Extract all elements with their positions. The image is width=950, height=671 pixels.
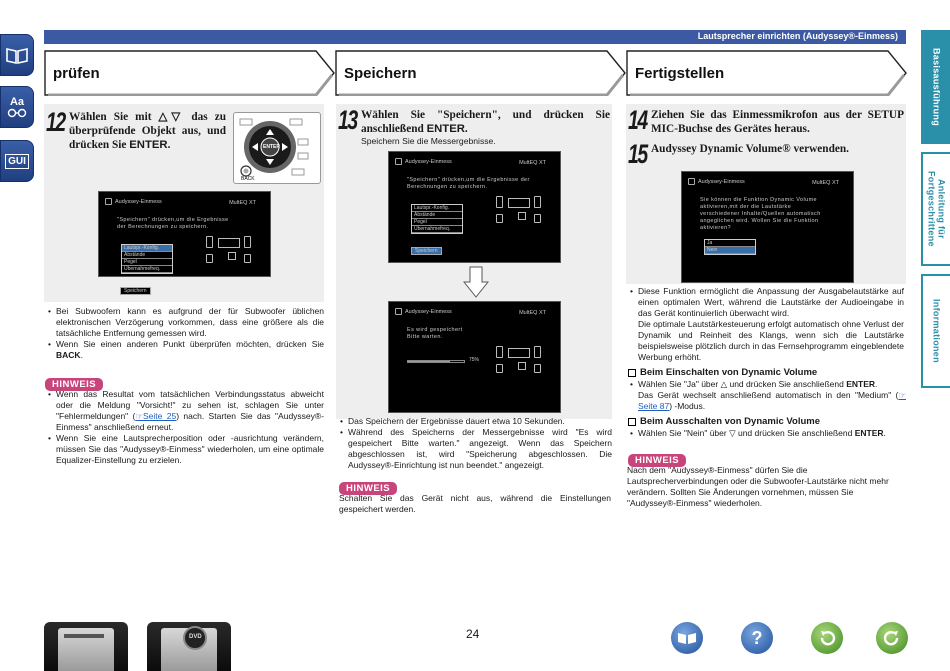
screen-speichern bbox=[98, 191, 271, 277]
note-bullets bbox=[48, 306, 324, 361]
screen-menu bbox=[411, 204, 463, 234]
audyssey-logo-icon bbox=[688, 178, 695, 185]
step-number: 12 bbox=[46, 107, 65, 137]
manual-icon[interactable] bbox=[671, 622, 703, 654]
tab-informationen[interactable] bbox=[921, 274, 950, 388]
progress-fill bbox=[408, 361, 450, 362]
help-icon[interactable]: ? bbox=[741, 622, 773, 654]
hinweis-bullets bbox=[48, 389, 324, 466]
tab-fortgeschrittene-label: Anleitung für Fortgeschrittene bbox=[926, 171, 947, 247]
menu-item: Abstände bbox=[122, 252, 172, 259]
bullet: • Wählen Sie "Ja" über △ und drücken Sie anschließend ENTER. bbox=[630, 379, 906, 390]
hinweis-text: Schalten Sie das Gerät nicht aus, während die Einstellungen gespeichert werden. bbox=[339, 493, 611, 514]
subsection-einschalten bbox=[628, 367, 906, 412]
menu-item: Übernahmefreq. bbox=[412, 226, 462, 233]
screen-title: Audyssey-Einmess bbox=[405, 309, 452, 315]
gui-label: GUI bbox=[5, 154, 29, 169]
screen-save-button: Speichern bbox=[411, 247, 442, 255]
step-text: Ziehen Sie das Einmessmikrofon aus der SETUP MIC-Buchse des Gerätes heraus. bbox=[651, 109, 904, 135]
screen-message: "Speichern" drücken,um die Ergebnisse der Berechnungen zu speichern. bbox=[117, 217, 229, 230]
remote-control-image bbox=[233, 112, 321, 184]
bullet: • Diese Funktion ermöglicht die Anpassung der Ausgabelautstärke auf einen optimalen Wert, während die Lautstärke der Audioeingabe in das Gerät kontinuierlich überwacht wird. bbox=[630, 286, 904, 319]
step-subtext: Speichern Sie die Messergebnisse. bbox=[361, 136, 496, 146]
back-icon[interactable] bbox=[811, 622, 843, 654]
note-bullets bbox=[340, 416, 612, 471]
page-number: 24 bbox=[466, 627, 480, 641]
audyssey-logo-icon bbox=[105, 198, 112, 205]
screen-brand: MultEQ XT bbox=[519, 310, 546, 316]
screen-speichern-1 bbox=[388, 151, 561, 263]
bullet: • Während des Speicherns der Messergebnisse wird "Es wird gespeichert Bitte warten." angezeigt. Wenn das Speichern abgeschlossen ist, wird "Speicherung abgeschlossen. Die Audyssey®-Einrichtung ist nun beendet." angezeigt. bbox=[340, 427, 612, 471]
bullet: • Wenn das Resultat vom tatsächlichen Verbindungsstatus abweicht oder die Meldung "Vorsicht!" zu sehen ist, schlagen Sie unter "Fehlermeldungen" (☞Seite 25) nach. Starten Sie das "Audyssey®-Einmess" anschließend erneut. bbox=[48, 389, 324, 433]
tab-basisausfuehrung[interactable] bbox=[921, 30, 950, 144]
screen-brand: MultEQ XT bbox=[229, 200, 256, 206]
down-arrow-icon bbox=[463, 266, 489, 298]
option-nein: Nein bbox=[705, 247, 755, 254]
tab-fortgeschrittene[interactable] bbox=[921, 152, 950, 266]
step-text: Audyssey Dynamic Volume® verwenden. bbox=[651, 143, 849, 155]
menu-item: Pegel bbox=[412, 219, 462, 226]
checkbox-icon bbox=[628, 369, 636, 377]
book-icon[interactable] bbox=[0, 34, 34, 76]
section-arrow-fertigstellen bbox=[626, 50, 908, 96]
bullet-continuation: Die optimale Lautstärkesteuerung erfolgt automatisch ohne Verlust der Dynamik und Reinheit des Klangs, wenn sich die Lautstärke beispielsweise plötzlich durch in das Fernsehprogramm eingeblendete Werbung erhöht. bbox=[638, 319, 904, 362]
screen-menu bbox=[121, 244, 173, 274]
section-arrow-pruefen bbox=[44, 50, 336, 96]
step-number: 15 bbox=[628, 139, 647, 169]
step-number: 13 bbox=[338, 105, 357, 135]
screen-dynamic-volume bbox=[681, 171, 854, 283]
bullet: • Bei Subwoofern kann es aufgrund der für Subwoofer üblichen elektronischen Verzögerung vorkommen, dass eine größere als die tatsächliche Entfernung gemessen wird. bbox=[48, 306, 324, 339]
screen-title: Audyssey-Einmess bbox=[698, 179, 745, 185]
progress-bar bbox=[407, 360, 465, 363]
dvd-label: DVD bbox=[189, 634, 202, 640]
av-receiver-image[interactable] bbox=[44, 622, 128, 671]
menu-item: Pegel bbox=[122, 259, 172, 266]
font-size-icon[interactable] bbox=[0, 86, 34, 128]
section-label: Fertigstellen bbox=[635, 65, 725, 82]
checkbox-icon bbox=[628, 418, 636, 426]
page-link[interactable]: ☞Seite 87 bbox=[638, 390, 906, 411]
remote-back-label: BACK bbox=[241, 176, 255, 182]
step-14 bbox=[628, 105, 904, 136]
audyssey-logo-icon bbox=[395, 158, 402, 165]
section-label: Speichern bbox=[344, 65, 417, 82]
remote-enter-label: ENTER bbox=[263, 144, 280, 150]
bullet: • Wenn Sie eine Lautsprecherposition oder -ausrichtung verändern, müssen Sie das "Audyssey®-Einmess" wiederholen, um eine optimale Equalizer-Einstellung zu erzielen. bbox=[48, 433, 324, 466]
bullet-continuation: Das Gerät wechselt anschließend automatisch in den "Medium" (☞Seite 87) -Modus. bbox=[638, 390, 906, 411]
screen-save-button: Speichern bbox=[120, 287, 151, 295]
hinweis-badge: HINWEIS bbox=[45, 378, 103, 391]
option-ja: Ja bbox=[705, 240, 755, 247]
step-13 bbox=[338, 105, 610, 147]
screen-message: Sie können die Funktion Dynamic Volume aktivieren,mit der die Lautstärke verschiedener Inhalte/Quellen automatisch angeglichen wird. Wollen Sie die Funktion aktivieren? bbox=[700, 197, 821, 231]
menu-item: Lautspr.-Konfig. bbox=[122, 245, 172, 252]
bullet: • Das Speichern der Ergebnisse dauert etwa 10 Sekunden. bbox=[340, 416, 612, 427]
screen-options bbox=[704, 239, 756, 255]
tab-informationen-label: Informationen bbox=[931, 299, 942, 363]
dvd-player-image[interactable] bbox=[147, 622, 231, 671]
hinweis-badge: HINWEIS bbox=[628, 454, 686, 467]
screen-message: Es wird gespeichert Bitte warten. bbox=[407, 327, 463, 340]
menu-item: Übernahmefreq. bbox=[122, 266, 172, 273]
header-bar bbox=[44, 30, 906, 44]
step-text: Wählen Sie "Speichern", und drücken Sie anschließend ENTER. bbox=[361, 109, 610, 135]
hinweis-badge: HINWEIS bbox=[339, 482, 397, 495]
section-label: prüfen bbox=[53, 65, 100, 82]
progress-label: 75% bbox=[469, 357, 480, 363]
screen-brand: MultEQ XT bbox=[812, 180, 839, 186]
gui-icon[interactable] bbox=[0, 140, 34, 182]
header-title: Lautsprecher einrichten (Audyssey®-Einmess) bbox=[697, 31, 898, 41]
subsection-ausschalten bbox=[628, 416, 906, 439]
step-text: Wählen Sie mit △▽ das zu überprüfende Objekt aus, und drücken Sie ENTER. bbox=[69, 111, 226, 151]
audyssey-logo-icon bbox=[395, 308, 402, 315]
menu-item: Abstände bbox=[412, 212, 462, 219]
screen-message: "Speichern" drücken,um die Ergebnisse der Berechnungen zu speichern. bbox=[407, 177, 530, 190]
step-number: 14 bbox=[628, 105, 647, 135]
page-link[interactable]: ☞Seite 25 bbox=[135, 411, 177, 421]
hinweis-text: Nach dem "Audyssey®-Einmess" dürfen Sie die Lautsprecherverbindungen oder die Subwoofer-Lautstärke nicht mehr verändern. Sollten Sie Änderungen vornehmen, müssen Sie "Audyssey®-Einmess" wiederholen. bbox=[627, 465, 889, 508]
bullet: • Wählen Sie "Nein" über ▽ und drücken Sie anschließend ENTER. bbox=[630, 428, 906, 439]
font-size-label: Aa bbox=[9, 96, 25, 108]
step-15 bbox=[628, 139, 904, 169]
screen-brand: MultEQ XT bbox=[519, 160, 546, 166]
note-bullets bbox=[630, 286, 904, 363]
step-12 bbox=[46, 107, 226, 152]
screen-title: Audyssey-Einmess bbox=[405, 159, 452, 165]
column-speichern bbox=[336, 104, 612, 514]
forward-icon[interactable] bbox=[876, 622, 908, 654]
subsection-title: Beim Einschalten von Dynamic Volume bbox=[628, 367, 906, 379]
section-arrow-speichern bbox=[335, 50, 627, 96]
screen-title: Audyssey-Einmess bbox=[115, 199, 162, 205]
subsection-title: Beim Ausschalten von Dynamic Volume bbox=[628, 416, 906, 428]
tab-basisausfuehrung-label: Basisausführung bbox=[931, 47, 942, 126]
screen-speichern-2 bbox=[388, 301, 561, 413]
column-fertigstellen bbox=[626, 104, 906, 508]
bullet: • Wenn Sie einen anderen Punkt überprüfen möchten, drücken Sie BACK. bbox=[48, 339, 324, 361]
menu-item: Lautspr.-Konfig. bbox=[412, 205, 462, 212]
